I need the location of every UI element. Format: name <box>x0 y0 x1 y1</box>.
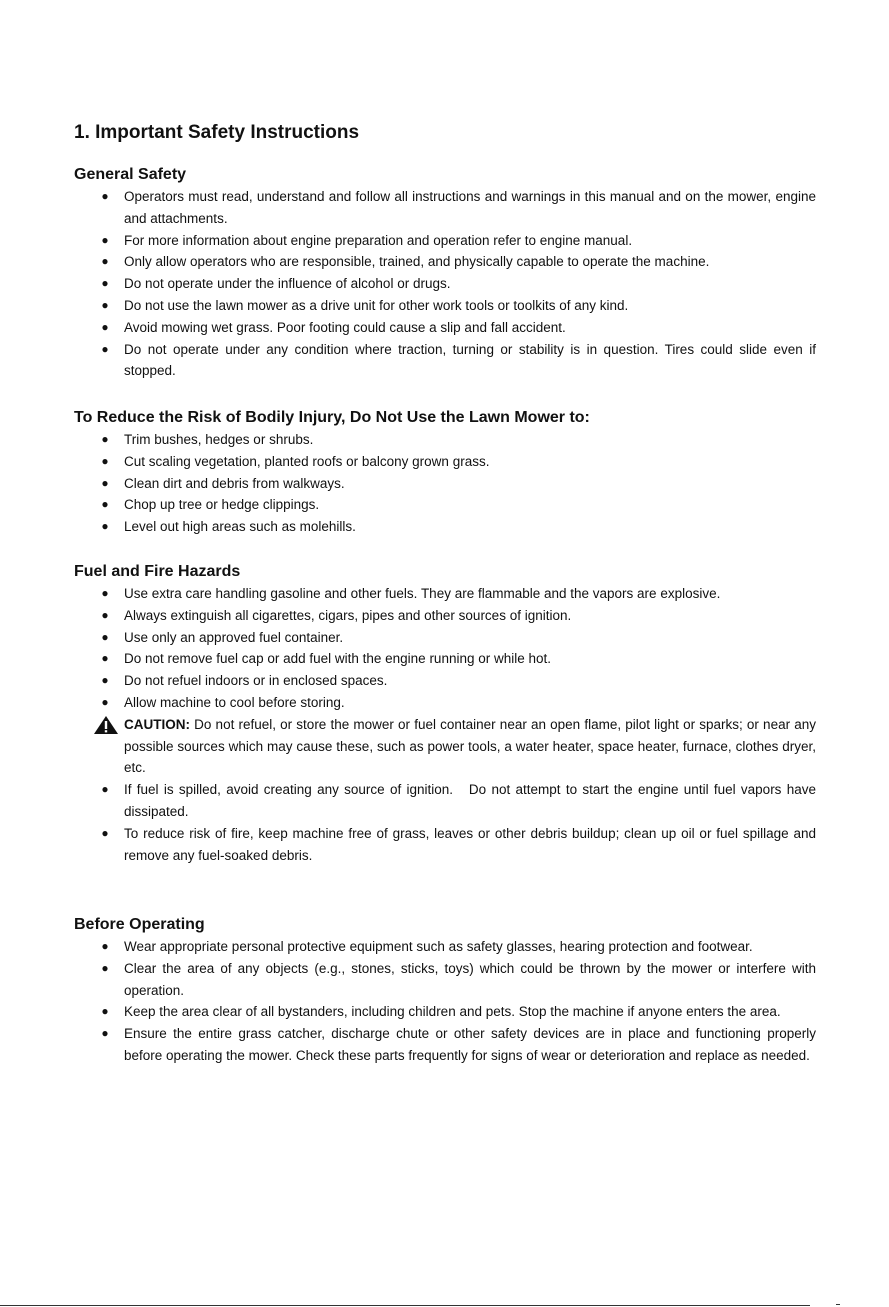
list-item: ● Use extra care handling gasoline and other fuels. They are flammable and the vapors are explosive. <box>74 583 816 605</box>
before-operating-list <box>74 936 816 1067</box>
footer-mark <box>836 1304 840 1305</box>
general-safety-section <box>74 164 816 382</box>
list-item: ● Do not use the lawn mower as a drive unit for other work tools or toolkits of any kind. <box>74 295 816 317</box>
bullet-icon: ● <box>101 960 109 975</box>
bullet-icon: ● <box>101 189 109 203</box>
bullet-icon: ● <box>101 276 109 291</box>
bullet-icon: ● <box>101 497 109 512</box>
bullet-icon: ● <box>101 232 109 247</box>
bullet-icon: ● <box>101 673 109 688</box>
list-item: ● Do not operate under any condition where traction, turning or stability is in question. Tires could slide even if stopped. <box>74 339 816 383</box>
list-item: ● Only allow operators who are responsible, trained, and physically capable to operate the machine. <box>74 251 816 273</box>
list-item: ● Level out high areas such as molehills. <box>74 516 816 538</box>
list-item: ● Clear the area of any objects (e.g., stones, sticks, toys) which could be thrown by the mower or interfere with operation. <box>74 958 816 1002</box>
bullet-icon: ● <box>101 1026 109 1041</box>
list-item: ● Do not operate under the influence of alcohol or drugs. <box>74 273 816 295</box>
page-title: 1. Important Safety Instructions <box>74 122 360 143</box>
bullet-icon: ● <box>101 519 109 534</box>
list-item: ● Trim bushes, hedges or shrubs. <box>74 429 816 451</box>
fuel-fire-section <box>74 561 820 866</box>
bullet-icon: ● <box>101 939 109 953</box>
bodily-injury-heading: To Reduce the Risk of Bodily Injury, Do Not Use the Lawn Mower to: <box>74 409 590 426</box>
bullet-icon: ● <box>101 319 109 334</box>
bullet-icon: ● <box>101 297 109 312</box>
list-item: ● Operators must read, understand and follow all instructions and warnings in this manual and on the mower, engine and attachments. <box>74 186 816 230</box>
list-item: ● Use only an approved fuel container. <box>74 627 816 649</box>
bullet-icon: ● <box>101 254 109 269</box>
caution-item <box>74 714 816 779</box>
bullet-icon: ● <box>101 782 109 797</box>
bullet-icon: ● <box>101 825 109 840</box>
list-item: ● Do not refuel indoors or in enclosed spaces. <box>74 670 816 692</box>
fuel-fire-list <box>74 583 820 866</box>
caution-label: CAUTION: <box>124 716 190 732</box>
general-safety-list <box>74 186 816 382</box>
bullet-icon: ● <box>101 607 109 622</box>
bullet-icon: ● <box>101 1004 109 1019</box>
general-safety-heading: General Safety <box>74 166 187 183</box>
list-item: ● Keep the area clear of all bystanders, including children and pets. Stop the machine if anyone enters the area. <box>74 1001 816 1023</box>
bullet-icon: ● <box>101 341 109 356</box>
bodily-injury-section <box>74 407 816 538</box>
footer-rule <box>0 1305 810 1306</box>
fuel-fire-heading: Fuel and Fire Hazards <box>74 563 241 580</box>
list-item: ● Ensure the entire grass catcher, discharge chute or other safety devices are in place and functioning properly before operating the mower. Check these parts frequently for signs of wear or deterioration and replace as needed. <box>74 1023 816 1067</box>
bullet-icon: ● <box>101 629 109 644</box>
list-item: ● Do not remove fuel cap or add fuel with the engine running or while hot. <box>74 648 816 670</box>
bullet-icon: ● <box>101 432 109 446</box>
list-item: ● Chop up tree or hedge clippings. <box>74 494 816 516</box>
bodily-injury-list <box>74 429 816 538</box>
bullet-icon: ● <box>101 475 109 490</box>
list-item: ● Wear appropriate personal protective equipment such as safety glasses, hearing protection and footwear. <box>74 936 816 958</box>
bullet-icon: ● <box>101 453 109 468</box>
list-item: ● Clean dirt and debris from walkways. <box>74 473 816 495</box>
warning-triangle-icon <box>93 715 119 735</box>
list-item: ● For more information about engine preparation and operation refer to engine manual. <box>74 230 816 252</box>
list-item: ● Cut scaling vegetation, planted roofs or balcony grown grass. <box>74 451 816 473</box>
list-item: ● Always extinguish all cigarettes, cigars, pipes and other sources of ignition. <box>74 605 816 627</box>
bullet-icon: ● <box>101 651 109 666</box>
before-operating-section <box>74 914 816 1067</box>
list-item: ● Avoid mowing wet grass. Poor footing could cause a slip and fall accident. <box>74 317 816 339</box>
list-item: ● To reduce risk of fire, keep machine free of grass, leaves or other debris buildup; clean up oil or fuel spillage and remove any fuel-soaked debris. <box>74 823 816 867</box>
caution-text: Do not refuel, or store the mower or fuel container near an open flame, pilot light or sparks; or near any possible sources which may cause these, such as power tools, a water heater, space heater, furnace, clothes dryer, etc. <box>124 716 816 776</box>
bullet-icon: ● <box>101 586 109 600</box>
list-item: ● Allow machine to cool before storing. <box>74 692 816 714</box>
before-operating-heading: Before Operating <box>74 916 205 933</box>
list-item: ● If fuel is spilled, avoid creating any source of ignition. Do not attempt to start the engine until fuel vapors have dissipated. <box>74 779 816 823</box>
bullet-icon: ● <box>101 694 109 709</box>
